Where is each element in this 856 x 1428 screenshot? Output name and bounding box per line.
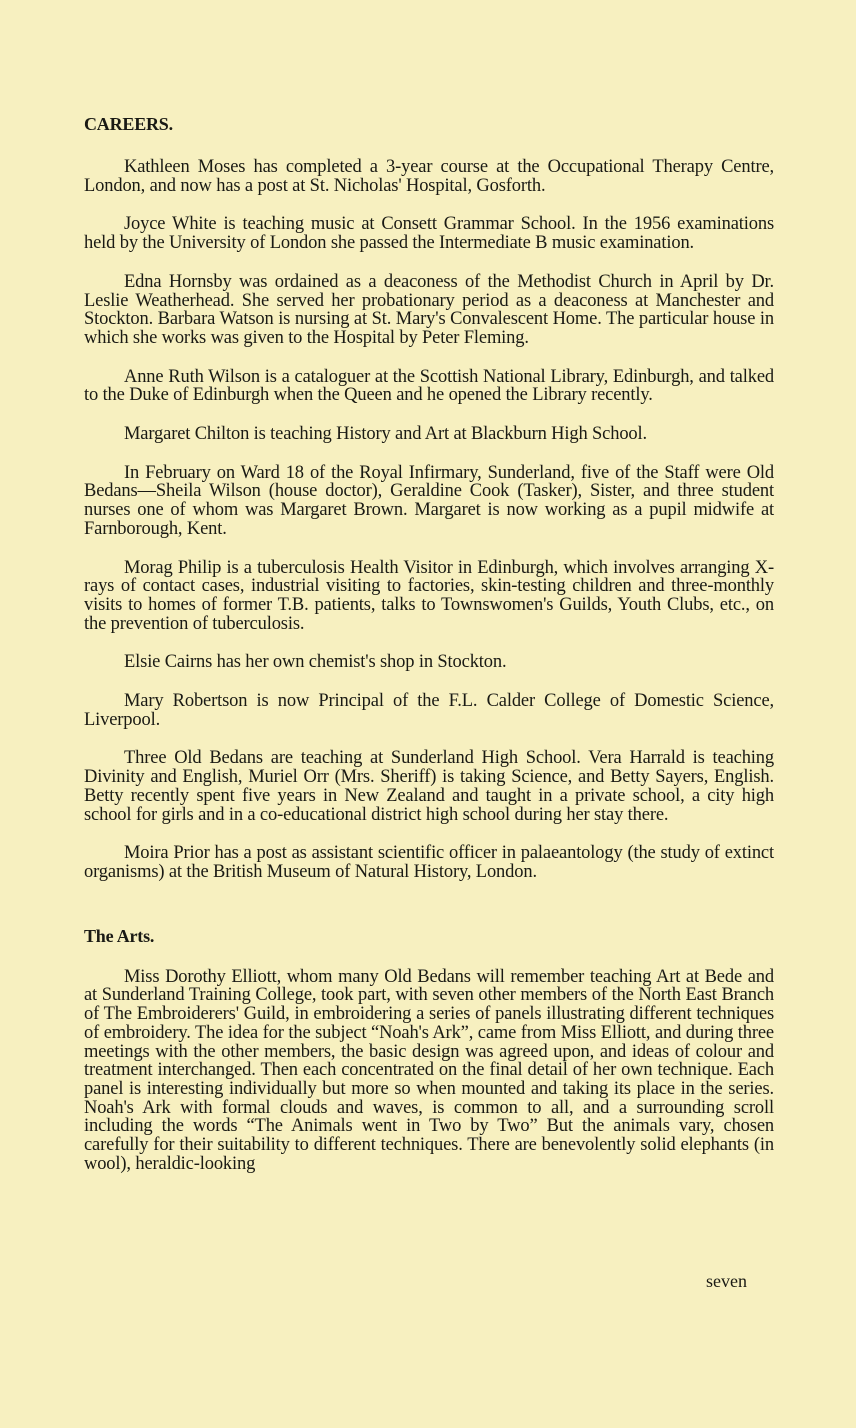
careers-paragraph-moira-prior: Moira Prior has a post as assistant scientific officer in palaeantology (the study of extinct organisms) at the British Museum of Natural History, London. [84, 843, 774, 882]
careers-paragraph-joyce-white: Joyce White is teaching music at Consett Grammar School. In the 1956 examinations held by the University of London she passed the Intermediate B music examination. [84, 214, 774, 254]
careers-paragraph-anne-ruth-wilson: Anne Ruth Wilson is a cataloguer at the Scottish National Library, Edinburgh, and talked to the Duke of Edinburgh when the Queen and he opened the Library recently. [84, 366, 774, 406]
careers-paragraph-kathleen-moses: Kathleen Moses has completed a 3-year course at the Occupational Therapy Centre, London, and now has a post at St. Nicholas' Hospital, Gosforth. [84, 157, 774, 196]
careers-paragraph-mary-robertson: Mary Robertson is now Principal of the F.L. Calder College of Domestic Science, Liverpool. [84, 691, 774, 730]
careers-paragraph-edna-hornsby: Edna Hornsby was ordained as a deaconess of the Methodist Church in April by Dr. Leslie Weatherhead. She served her probationary period as a deaconess at Manchester and Stockton. Barbara Watson is nursing at St. Mary's Convalescent Home. The particular house in which she works was given to the Hospital by Peter Fleming. [84, 271, 774, 348]
page-number: seven [706, 1271, 747, 1291]
careers-heading: CAREERS. [84, 114, 173, 134]
careers-paragraph-margaret-chilton: Margaret Chilton is teaching History and Art at Blackburn High School. [124, 424, 648, 445]
page-content [84, 112, 774, 1173]
careers-paragraph-elsie-cairns: Elsie Cairns has her own chemist's shop in Stockton. [124, 652, 507, 673]
careers-paragraph-royal-infirmary: In February on Ward 18 of the Royal Infirmary, Sunderland, five of the Staff were Old Bedans—Sheila Wilson (house doctor), Geraldine Cook (Tasker), Sister, and three student nurses one of whom was Margaret Brown. Margaret is now working as a pupil midwife at Farnborough, Kent. [84, 462, 774, 539]
arts-paragraph-dorothy-elliott: Miss Dorothy Elliott, whom many Old Bedans will remember teaching Art at Bede and at Sunderland Training College, took part, with seven other members of the North East Branch of The Embroiderers' Guild, in embroidering a series of panels illustrating different techniques of embroidery. The idea for the subject “Noah's Ark”, came from Miss Elliott, and during three meetings with the other members, the basic design was agreed upon, and ideas of colour and treatment interchanged. Then each concentrated on the final detail of her own technique. Each panel is interesting individually but more so when mounted and taking its place in the series. Noah's Ark with formal clouds and waves, is common to all, and a surrounding scroll including the words “The Animals went in Two by Two” But the animals vary, chosen carefully for their suitability to different techniques. There are benevolently solid elephants (in wool), heraldic-looking [84, 966, 774, 1174]
careers-paragraph-morag-philip: Morag Philip is a tuberculosis Health Visitor in Edinburgh, which involves arranging X-rays of contact cases, industrial visiting to factories, skin-testing children and three-monthly visits to homes of former T.B. patients, talks to Townswomen's Guilds, Youth Clubs, etc., on the prevention of tuberculosis. [84, 557, 774, 634]
careers-paragraph-sunderland-high-school: Three Old Bedans are teaching at Sunderland High School. Vera Harrald is teaching Divinity and English, Muriel Orr (Mrs. Sheriff) is taking Science, and Betty Sayers, English. Betty recently spent five years in New Zealand and taught in a private school, a city high school for girls and in a co-educational district high school during her stay there. [84, 748, 774, 825]
arts-heading: The Arts. [84, 925, 155, 946]
